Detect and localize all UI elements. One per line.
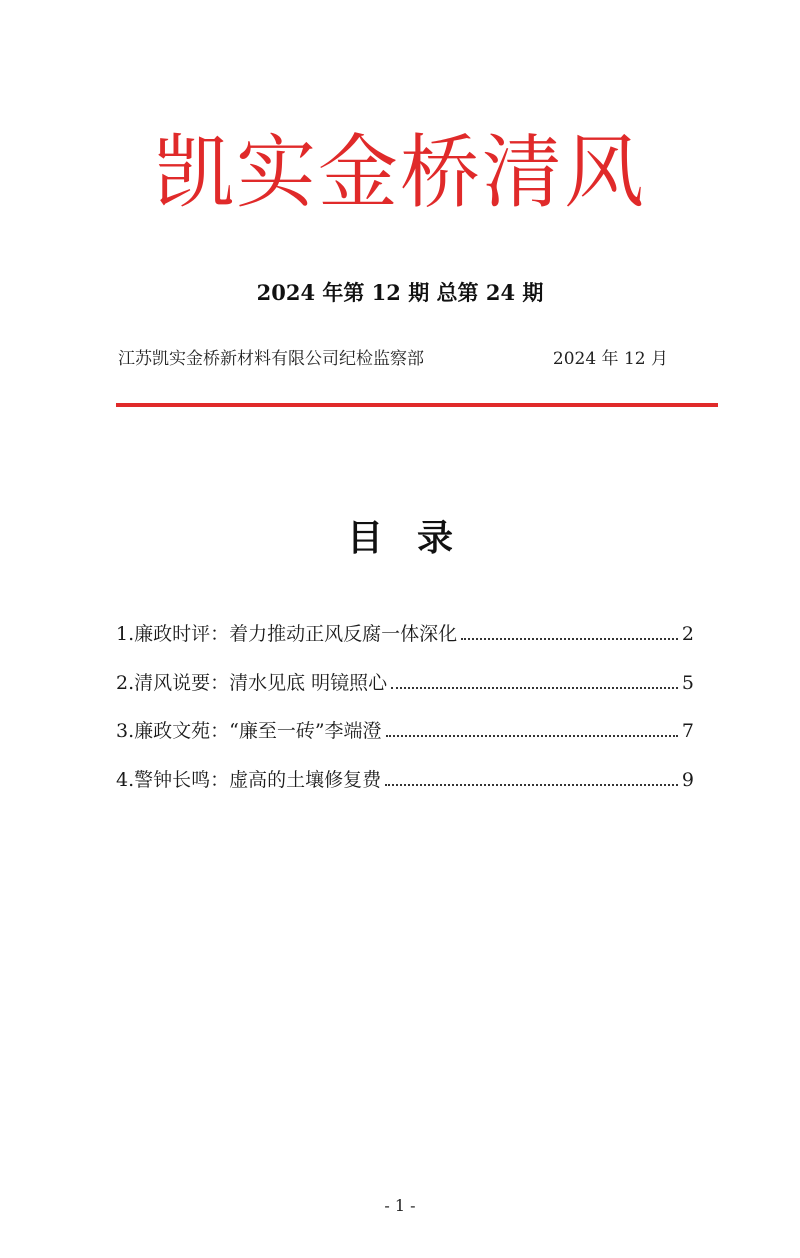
toc-item-page: 5 bbox=[681, 671, 694, 694]
toc-leader-dots bbox=[391, 687, 678, 689]
toc-item-text: 1.廉政时评：着力推动正风反腐一体深化 bbox=[116, 623, 458, 645]
toc-item[interactable] bbox=[116, 715, 694, 764]
toc-item-text: 4.警钟长鸣：虚高的土壤修复费 bbox=[116, 768, 382, 791]
toc-leader-dots bbox=[385, 784, 678, 786]
toc-list bbox=[116, 618, 694, 812]
toc-title: 目录 bbox=[346, 517, 487, 559]
page-number: - 1 - bbox=[384, 1196, 416, 1215]
toc-leader-dots bbox=[386, 735, 678, 737]
toc-item[interactable] bbox=[116, 618, 694, 667]
toc-item[interactable] bbox=[116, 764, 694, 813]
toc-leader-dots bbox=[461, 638, 678, 640]
toc-item[interactable] bbox=[116, 667, 694, 716]
toc-item-text: 2.清风说要：清水见底 明镜照心 bbox=[116, 671, 388, 694]
publisher-name: 江苏凯实金桥新材料有限公司纪检监察部 bbox=[118, 349, 424, 369]
toc-item-page: 7 bbox=[681, 720, 694, 742]
red-divider bbox=[116, 403, 718, 407]
masthead-title: 凯实金桥清风 bbox=[154, 126, 646, 219]
toc-item-page: 2 bbox=[681, 623, 694, 645]
toc-item-text: 3.廉政文苑：“廉至一砖”李端澄 bbox=[116, 720, 382, 742]
toc-item-page: 9 bbox=[681, 768, 694, 791]
issue-number: 2024 年第 12 期 总第 24 期 bbox=[256, 280, 544, 305]
publication-date: 2024 年 12 月 bbox=[552, 349, 668, 369]
